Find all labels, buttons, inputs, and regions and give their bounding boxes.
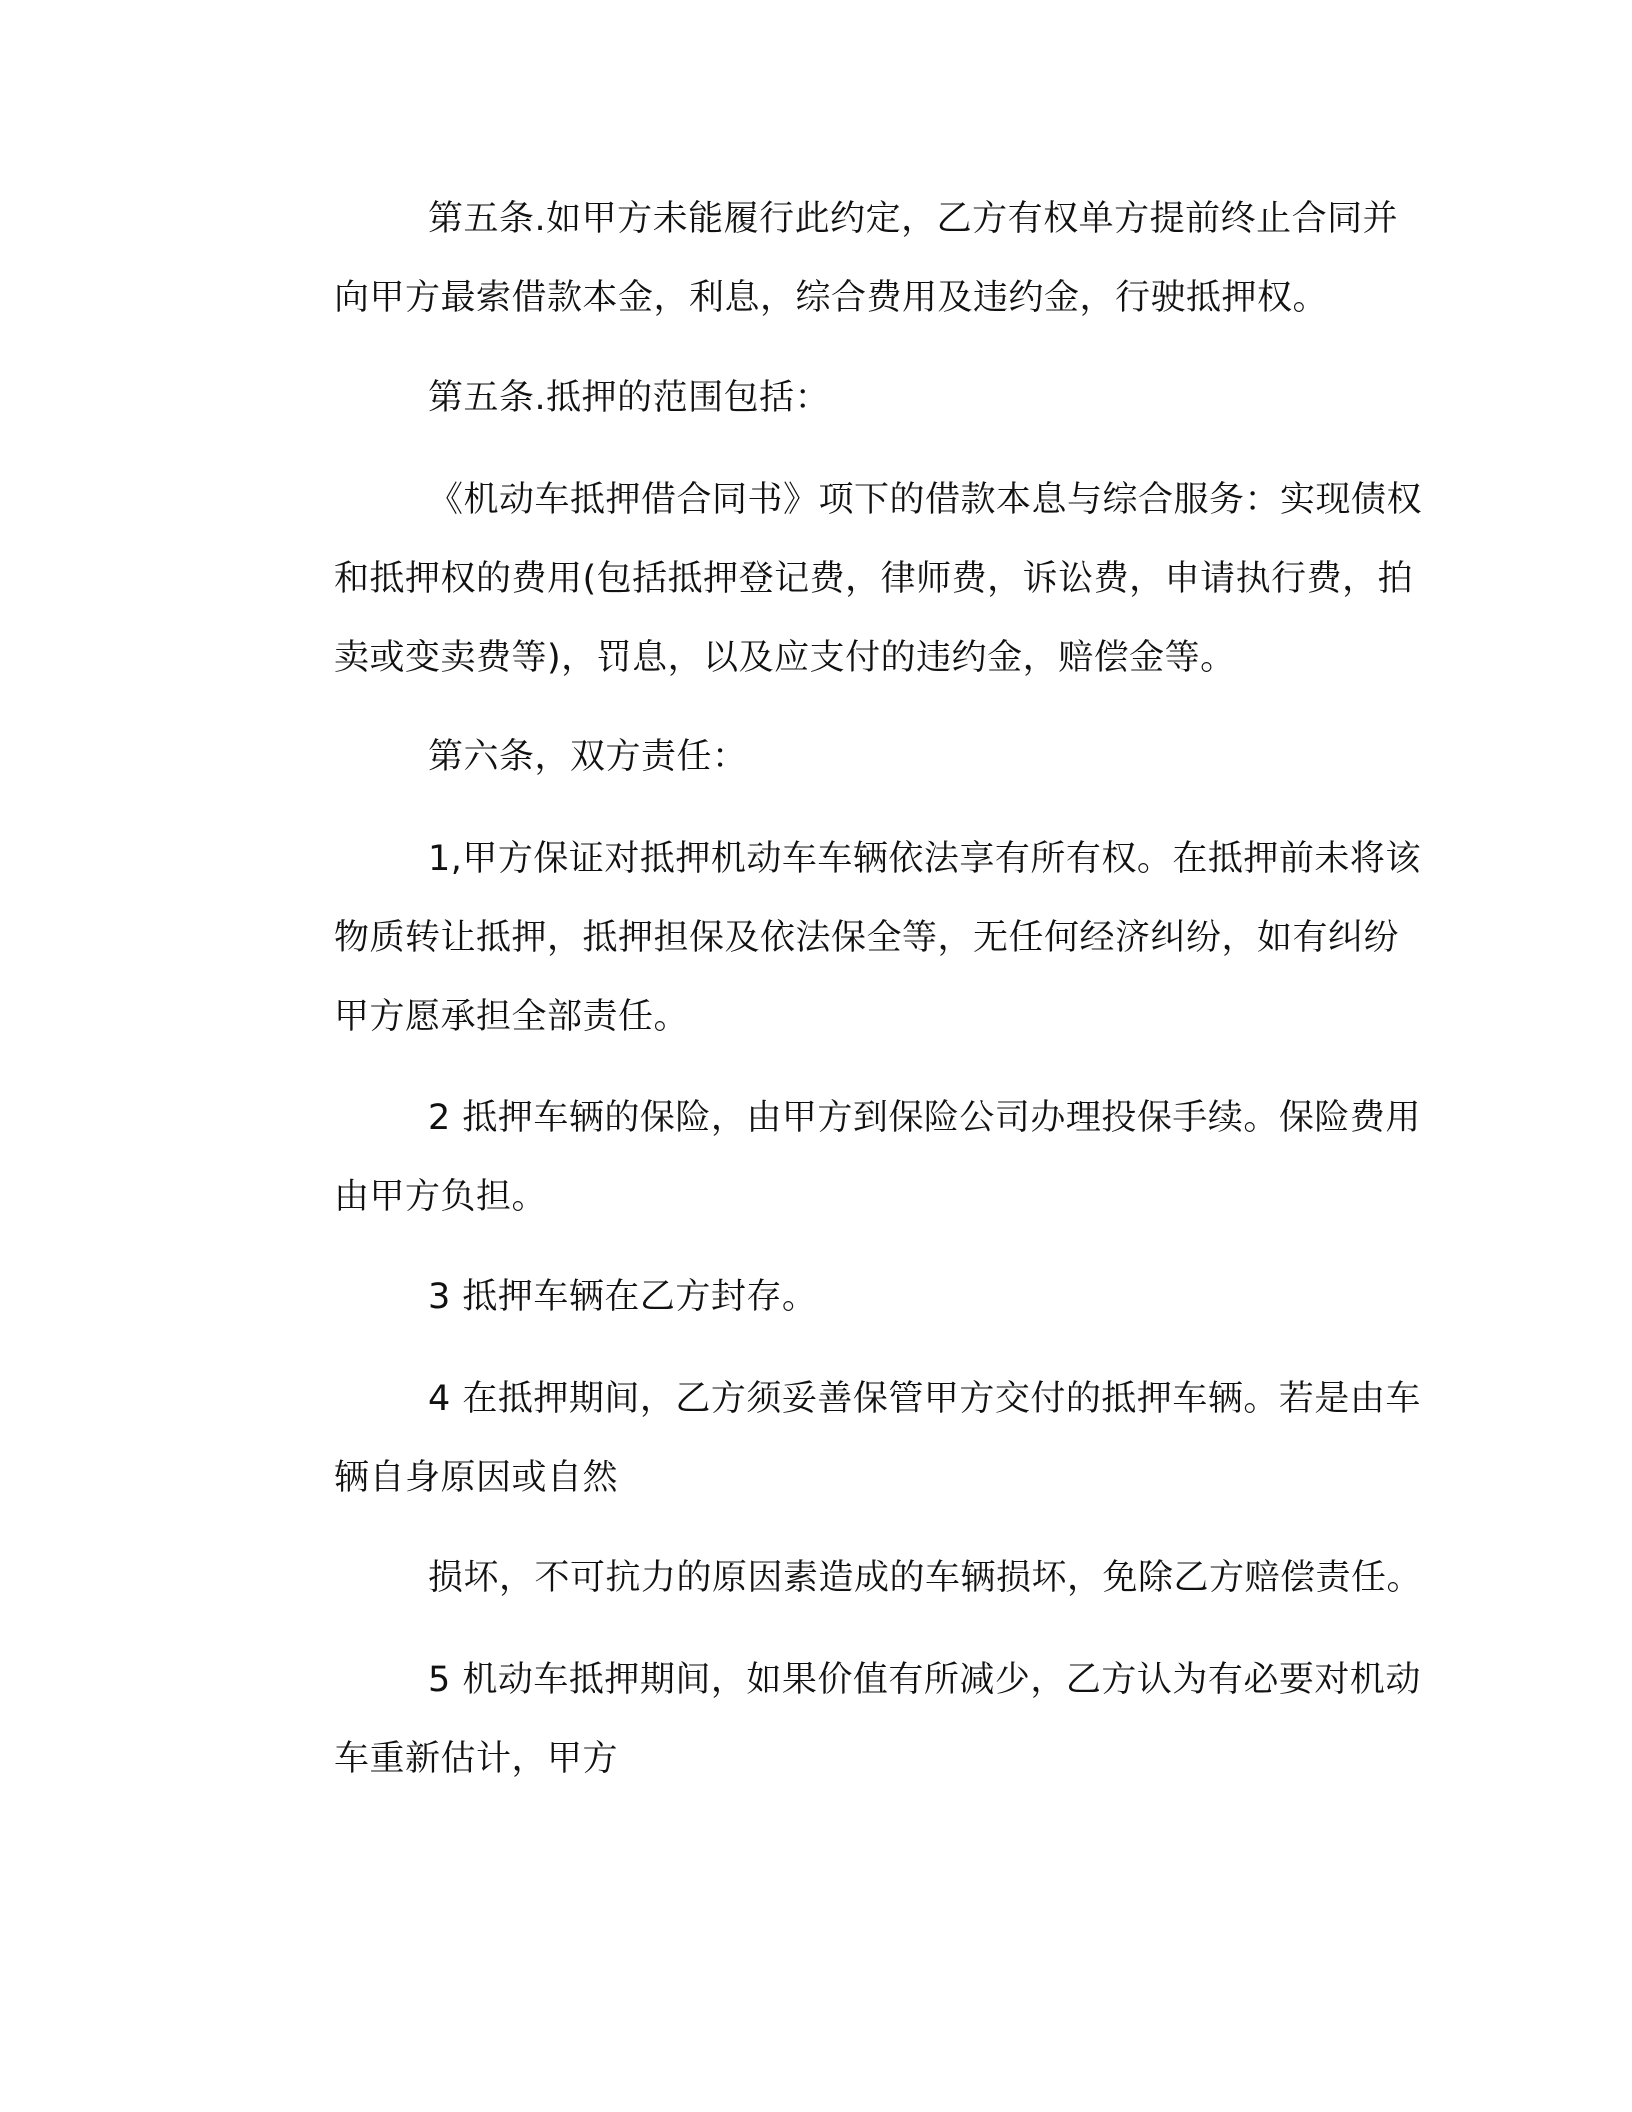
text-line: 第六条，双方责任： xyxy=(428,737,748,777)
paragraph-article-5-scope-heading xyxy=(240,359,1370,438)
paragraph-clause-4-continued xyxy=(240,1539,1423,1618)
paragraph-article-6-heading xyxy=(240,718,1370,797)
text-line: 卖或变卖费等)，罚息，以及应支付的违约金，赔偿金等。 xyxy=(334,638,1236,678)
text-line: 向甲方最索借款本金，利息，综合费用及违约金，行驶抵押权。 xyxy=(334,278,1329,318)
text-line: 第五条.抵押的范围包括： xyxy=(428,378,831,418)
text-line: 甲方愿承担全部责任。 xyxy=(334,997,690,1037)
paragraph-clause-5 xyxy=(240,1641,1421,1799)
text-line: 1,甲方保证对抵押机动车车辆依法享有所有权。在抵押前未将该 xyxy=(428,839,1421,879)
text-line: 《机动车抵押借合同书》项下的借款本息与综合服务：实现债权 xyxy=(428,480,1423,520)
paragraph-clause-4 xyxy=(240,1360,1421,1518)
paragraph-clause-2 xyxy=(240,1079,1421,1237)
text-line: 损坏，不可抗力的原因素造成的车辆损坏，免除乙方赔偿责任。 xyxy=(428,1558,1423,1598)
text-line: 由甲方负担。 xyxy=(334,1177,548,1217)
paragraph-scope-details xyxy=(240,461,1423,698)
text-line: 5 机动车抵押期间，如果价值有所减少，乙方认为有必要对机动 xyxy=(428,1660,1421,1700)
text-line: 物质转让抵押，抵押担保及依法保全等，无任何经济纠纷，如有纠纷 xyxy=(334,918,1400,958)
paragraph-article-5-termination xyxy=(240,180,1399,338)
text-line: 辆自身原因或自然 xyxy=(334,1458,619,1498)
text-line: 第五条.如甲方未能履行此约定，乙方有权单方提前终止合同并 xyxy=(428,199,1399,239)
paragraph-clause-1 xyxy=(240,820,1421,1057)
text-line: 车重新估计，甲方 xyxy=(334,1739,619,1779)
paragraph-clause-3 xyxy=(240,1258,1370,1337)
text-line: 2 抵押车辆的保险，由甲方到保险公司办理投保手续。保险费用 xyxy=(428,1098,1421,1138)
text-line: 4 在抵押期间，乙方须妥善保管甲方交付的抵押车辆。若是由车 xyxy=(428,1379,1421,1419)
text-line: 3 抵押车辆在乙方封存。 xyxy=(428,1277,818,1317)
text-line: 和抵押权的费用(包括抵押登记费，律师费，诉讼费，申请执行费，拍 xyxy=(334,559,1414,599)
